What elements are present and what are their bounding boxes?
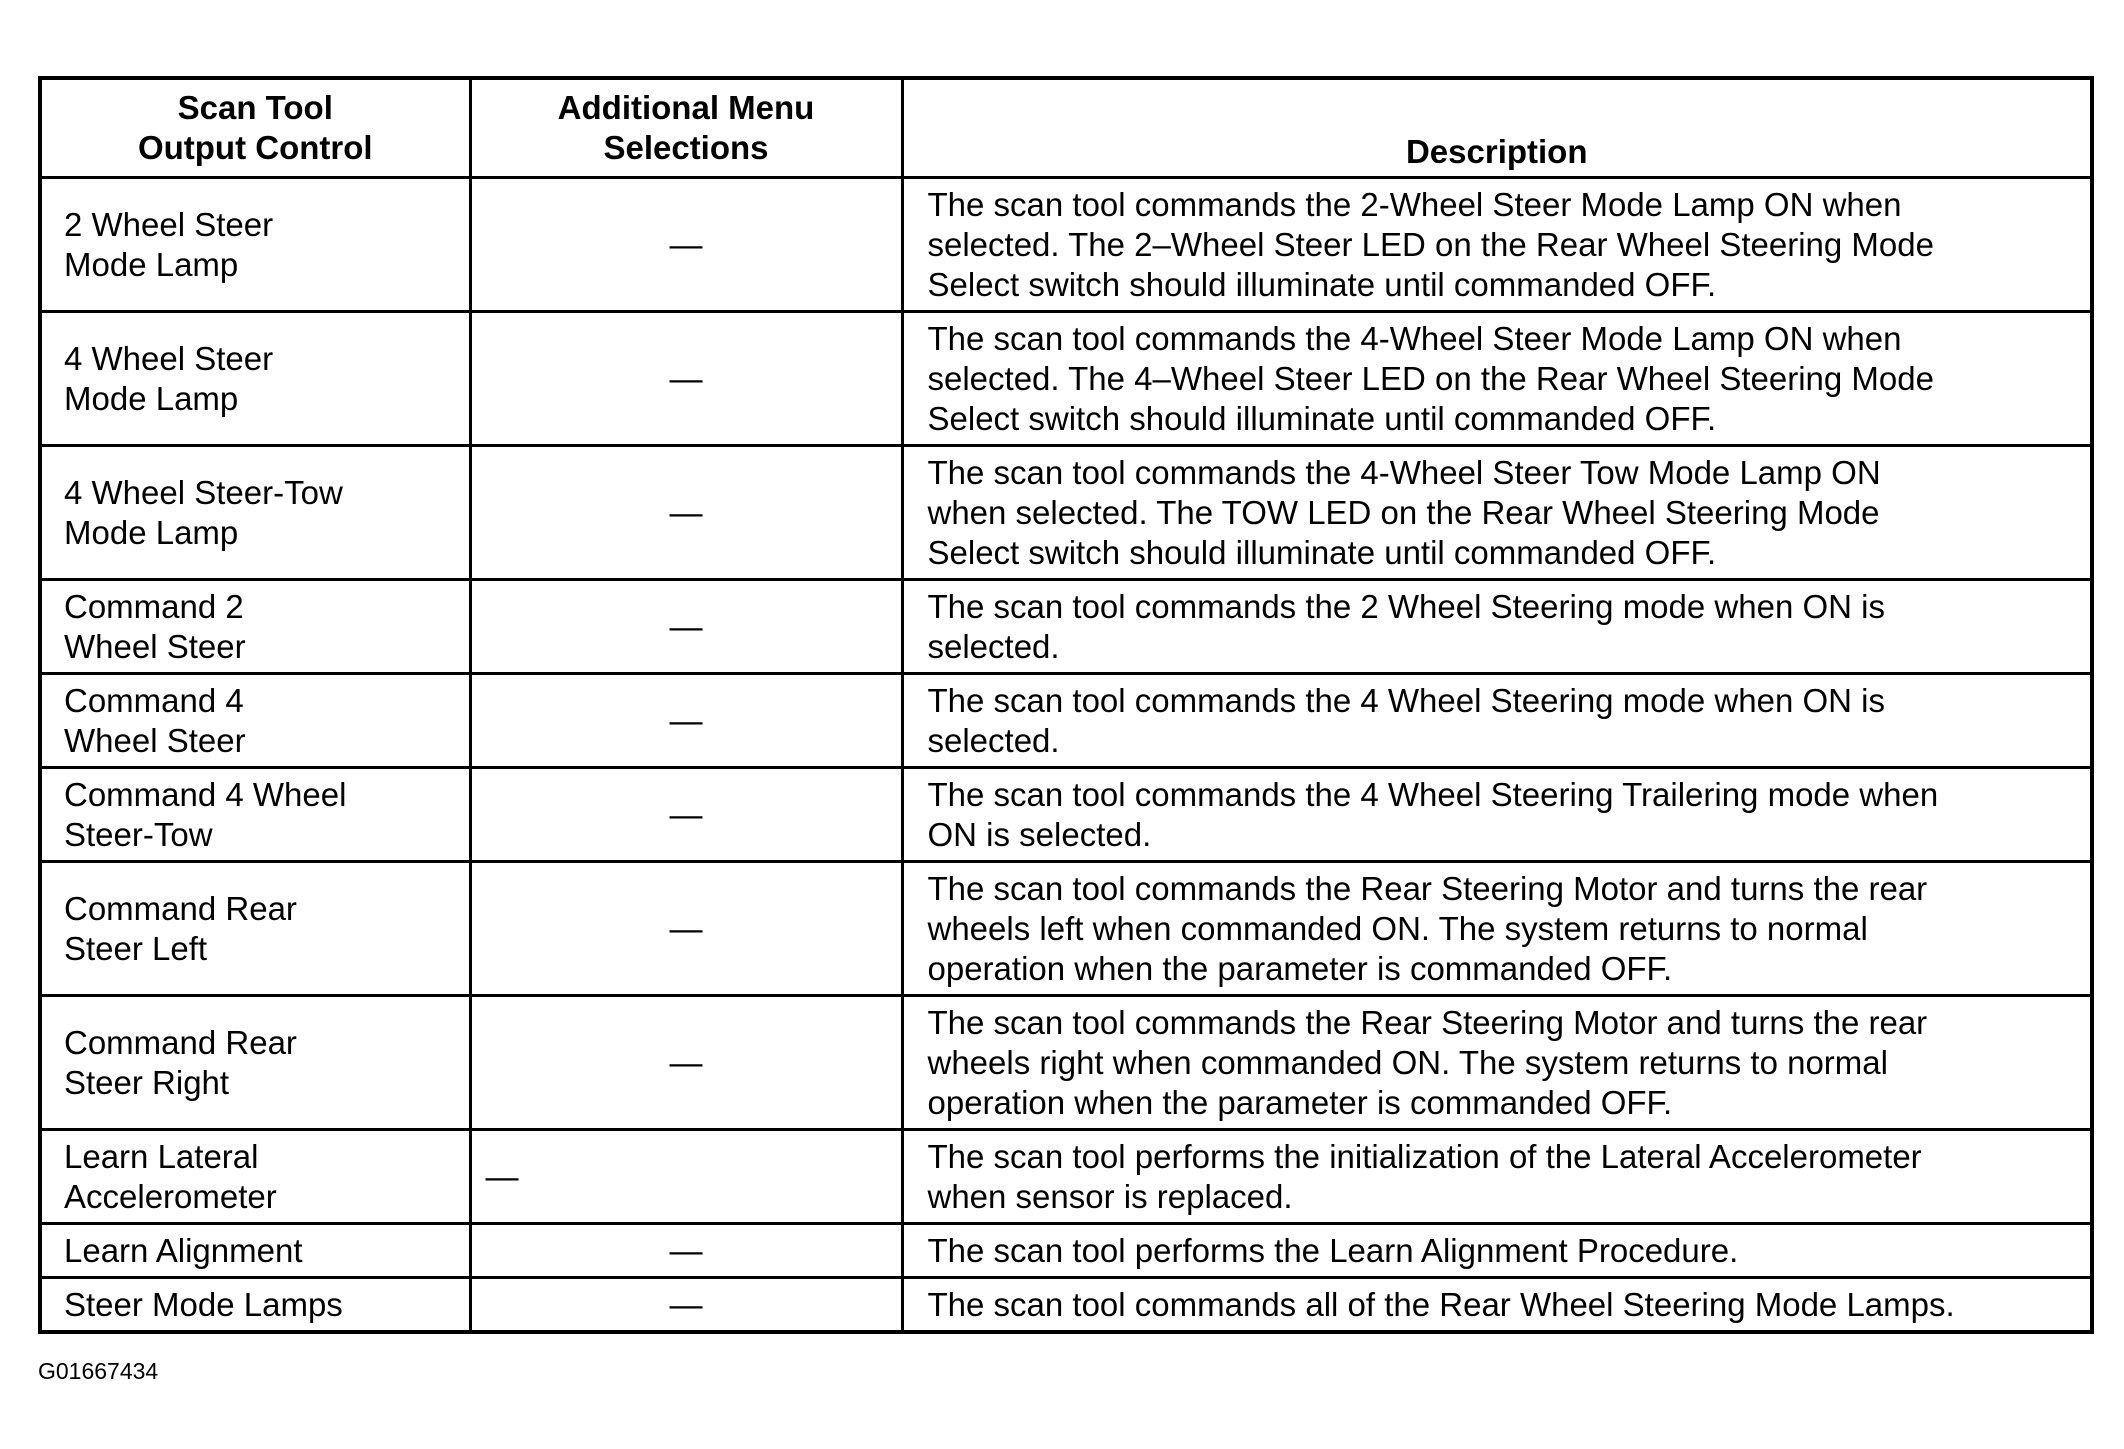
menu-selection-cell — [470, 768, 902, 862]
em-dash: — — [669, 1043, 703, 1081]
em-dash: — — [669, 701, 703, 739]
cell-line: The scan tool performs the initialization of the Lateral Accelerometer — [927, 1137, 1922, 1175]
cell-line: operation when the parameter is commanded OFF. — [927, 1083, 1673, 1121]
table-row — [40, 1278, 2092, 1333]
cell-line: when selected. The TOW LED on the Rear Wheel Steering Mode — [927, 493, 1880, 531]
menu-selection-cell — [470, 178, 902, 312]
cell-line: The scan tool commands the 4-Wheel Steer Tow Mode Lamp ON — [927, 453, 1881, 491]
cell-line: Command Rear — [64, 1023, 297, 1061]
header-additional-menu-selections — [470, 78, 902, 178]
cell-line: The scan tool commands all of the Rear Wheel Steering Mode Lamps. — [927, 1285, 1955, 1323]
table-row — [40, 312, 2092, 446]
header-line: Description — [1405, 133, 1588, 170]
description-cell — [902, 580, 2092, 674]
cell-line: wheels left when commanded ON. The system returns to normal — [927, 909, 1868, 947]
cell-line: Steer Left — [64, 929, 208, 967]
cell-line: operation when the parameter is commanded OFF. — [927, 949, 1673, 987]
output-control-cell — [40, 996, 470, 1130]
em-dash: — — [669, 225, 703, 263]
cell-line: The scan tool performs the Learn Alignment Procedure. — [927, 1231, 1739, 1269]
description-cell — [902, 446, 2092, 580]
table-row — [40, 178, 2092, 312]
cell-line: The scan tool commands the 4 Wheel Steering Trailering mode when — [927, 775, 1939, 813]
menu-selection-cell — [470, 446, 902, 580]
cell-line: Command 2 — [64, 587, 244, 625]
scan-tool-output-control-table — [38, 76, 2094, 1334]
menu-selection-cell — [470, 1224, 902, 1278]
header-line: Selections — [603, 129, 769, 166]
cell-line: Wheel Steer — [64, 627, 246, 665]
cell-line: The scan tool commands the 2 Wheel Steering mode when ON is — [927, 587, 1885, 625]
description-cell — [902, 674, 2092, 768]
description-cell — [902, 768, 2092, 862]
description-cell — [902, 178, 2092, 312]
cell-line: selected. The 2–Wheel Steer LED on the Rear Wheel Steering Mode — [927, 225, 1934, 263]
output-control-cell — [40, 178, 470, 312]
output-control-cell — [40, 580, 470, 674]
figure-caption-id: G01667434 — [38, 1358, 159, 1384]
description-cell — [902, 312, 2092, 446]
em-dash: — — [669, 607, 703, 645]
description-cell — [902, 1130, 2092, 1224]
header-line: Scan Tool — [177, 89, 333, 126]
output-control-cell — [40, 1224, 470, 1278]
cell-line: Accelerometer — [64, 1177, 277, 1215]
description-cell — [902, 996, 2092, 1130]
header-line: Additional Menu — [557, 89, 815, 126]
output-control-cell — [40, 674, 470, 768]
output-control-cell — [40, 312, 470, 446]
table-row — [40, 580, 2092, 674]
menu-selection-cell — [470, 1130, 902, 1224]
cell-line: Select switch should illuminate until commanded OFF. — [927, 399, 1717, 437]
em-dash: — — [669, 795, 703, 833]
cell-line: 4 Wheel Steer — [64, 339, 274, 377]
table-row — [40, 1130, 2092, 1224]
header-line: Output Control — [137, 129, 373, 166]
table-row — [40, 768, 2092, 862]
table-row — [40, 996, 2092, 1130]
cell-line: The scan tool commands the 2-Wheel Steer Mode Lamp ON when — [927, 185, 1902, 223]
cell-line: wheels right when commanded ON. The system returns to normal — [927, 1043, 1888, 1081]
cell-line: selected. — [927, 627, 1060, 665]
cell-line: Command 4 — [64, 681, 244, 719]
cell-line: Steer Mode Lamps — [64, 1285, 343, 1323]
cell-line: ON is selected. — [927, 815, 1152, 853]
output-control-cell — [40, 768, 470, 862]
cell-line: selected. The 4–Wheel Steer LED on the Rear Wheel Steering Mode — [927, 359, 1934, 397]
cell-line: The scan tool commands the Rear Steering Motor and turns the rear — [927, 1003, 1928, 1041]
header-description — [902, 78, 2092, 178]
em-dash: — — [669, 493, 703, 531]
cell-line: The scan tool commands the 4-Wheel Steer Mode Lamp ON when — [927, 319, 1902, 357]
table-row — [40, 446, 2092, 580]
cell-line: when sensor is replaced. — [927, 1177, 1293, 1215]
cell-line: Steer-Tow — [64, 815, 213, 853]
table-row — [40, 1224, 2092, 1278]
cell-line: The scan tool commands the Rear Steering Motor and turns the rear — [927, 869, 1928, 907]
menu-selection-cell — [470, 312, 902, 446]
description-cell — [902, 1278, 2092, 1333]
em-dash: — — [669, 1285, 703, 1323]
cell-line: Command Rear — [64, 889, 297, 927]
menu-selection-cell — [470, 1278, 902, 1333]
cell-line: Mode Lamp — [64, 379, 239, 417]
em-dash: — — [669, 1231, 703, 1269]
em-dash: — — [485, 1157, 519, 1195]
cell-line: Learn Lateral — [64, 1137, 259, 1175]
table-row — [40, 674, 2092, 768]
menu-selection-cell — [470, 674, 902, 768]
em-dash: — — [669, 909, 703, 947]
output-control-cell — [40, 1130, 470, 1224]
cell-line: Mode Lamp — [64, 245, 239, 283]
cell-line: Wheel Steer — [64, 721, 246, 759]
cell-line: Learn Alignment — [64, 1231, 303, 1269]
table-header — [40, 78, 2092, 178]
cell-line: selected. — [927, 721, 1060, 759]
cell-line: Mode Lamp — [64, 513, 239, 551]
output-control-cell — [40, 446, 470, 580]
cell-line: 4 Wheel Steer-Tow — [64, 473, 343, 511]
menu-selection-cell — [470, 580, 902, 674]
output-control-cell — [40, 1278, 470, 1333]
table-row — [40, 862, 2092, 996]
cell-line: The scan tool commands the 4 Wheel Steering mode when ON is — [927, 681, 1885, 719]
menu-selection-cell — [470, 996, 902, 1130]
description-cell — [902, 862, 2092, 996]
cell-line: Command 4 Wheel — [64, 775, 347, 813]
em-dash: — — [669, 359, 703, 397]
output-control-cell — [40, 862, 470, 996]
menu-selection-cell — [470, 862, 902, 996]
cell-line: Select switch should illuminate until commanded OFF. — [927, 265, 1717, 303]
cell-line: Select switch should illuminate until commanded OFF. — [927, 533, 1717, 571]
description-cell — [902, 1224, 2092, 1278]
cell-line: 2 Wheel Steer — [64, 205, 274, 243]
header-row — [40, 78, 2092, 178]
header-output-control — [40, 78, 470, 178]
cell-line: Steer Right — [64, 1063, 230, 1101]
table-body — [40, 178, 2092, 1333]
